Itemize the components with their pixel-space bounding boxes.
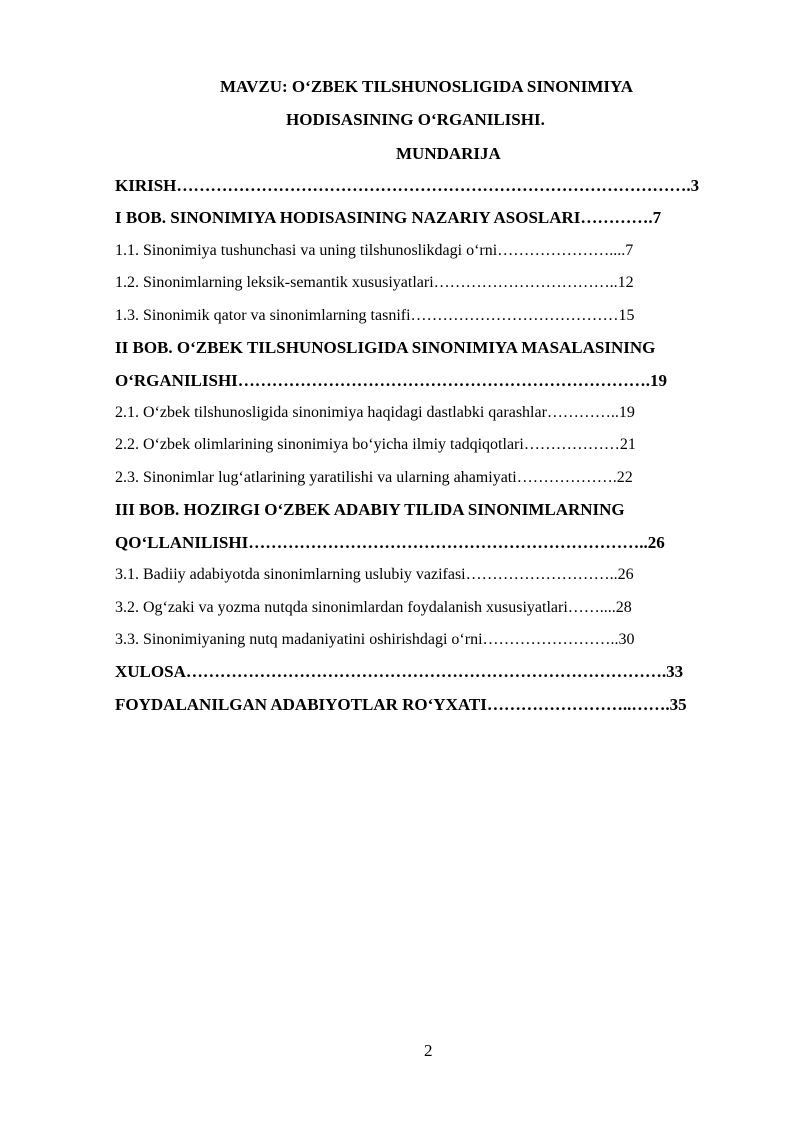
toc-entry-chapter-2-line-2: O‘RGANILISHI……………………………………………………………….19 xyxy=(115,371,668,390)
title-line-1: MAVZU: O‘ZBEK TILSHUNOSLIGIDA SINONIMIYA xyxy=(220,77,633,96)
toc-entry-section-3-2: 3.2. Og‘zaki va yozma nutqda sinonimlardan foydalanish xususiyatlari……....28 xyxy=(115,599,632,616)
page-number: 2 xyxy=(424,1041,433,1060)
contents-heading: MUNDARIJA xyxy=(396,144,501,163)
title-line-2: HODISASINING O‘RGANILISHI. xyxy=(286,110,545,129)
toc-entry-section-1-1: 1.1. Sinonimiya tushunchasi va uning tilshunoslikdagi o‘rni…………………....7 xyxy=(115,242,634,259)
toc-entry-section-1-3: 1.3. Sinonimik qator va sinonimlarning tasnifi…………………………………15 xyxy=(115,307,635,324)
toc-entry-conclusion: XULOSA………………………………………………………………………….33 xyxy=(115,662,684,681)
toc-entry-section-2-2: 2.2. O‘zbek olimlarining sinonimiya bo‘yicha ilmiy tadqiqotlari………………21 xyxy=(115,436,636,453)
toc-entry-chapter-1: I BOB. SINONIMIYA HODISASINING NAZARIY ASOSLARI………….7 xyxy=(115,208,662,227)
toc-entry-section-3-1: 3.1. Badiiy adabiyotda sinonimlarning uslubiy vazifasi………………………..26 xyxy=(115,566,634,583)
toc-entry-bibliography: FOYDALANILGAN ADABIYOTLAR RO‘YXATI……………………..…….35 xyxy=(115,695,687,714)
toc-entry-section-3-3: 3.3. Sinonimiyaning nutq madaniyatini oshirishdagi o‘rni……………………..30 xyxy=(115,631,635,648)
toc-entry-introduction: KIRISH……………………………………………………………………………….3 xyxy=(115,176,700,195)
toc-entry-section-2-3: 2.3. Sinonimlar lug‘atlarining yaratilishi va ularning ahamiyati……………….22 xyxy=(115,469,633,486)
toc-entry-section-2-1: 2.1. O‘zbek tilshunosligida sinonimiya haqidagi dastlabki qarashlar…………..19 xyxy=(115,404,635,421)
toc-entry-section-1-2: 1.2. Sinonimlarning leksik-semantik xususiyatlari……………………………..12 xyxy=(115,274,634,291)
toc-entry-chapter-2-line-1: II BOB. O‘ZBEK TILSHUNOSLIGIDA SINONIMIYA MASALASINING xyxy=(115,338,656,357)
toc-entry-chapter-3-line-1: III BOB. HOZIRGI O‘ZBEK ADABIY TILIDA SINONIMLARNING xyxy=(115,500,625,519)
toc-entry-chapter-3-line-2: QO‘LLANILISHI……………………………………………………………..26 xyxy=(115,533,665,552)
